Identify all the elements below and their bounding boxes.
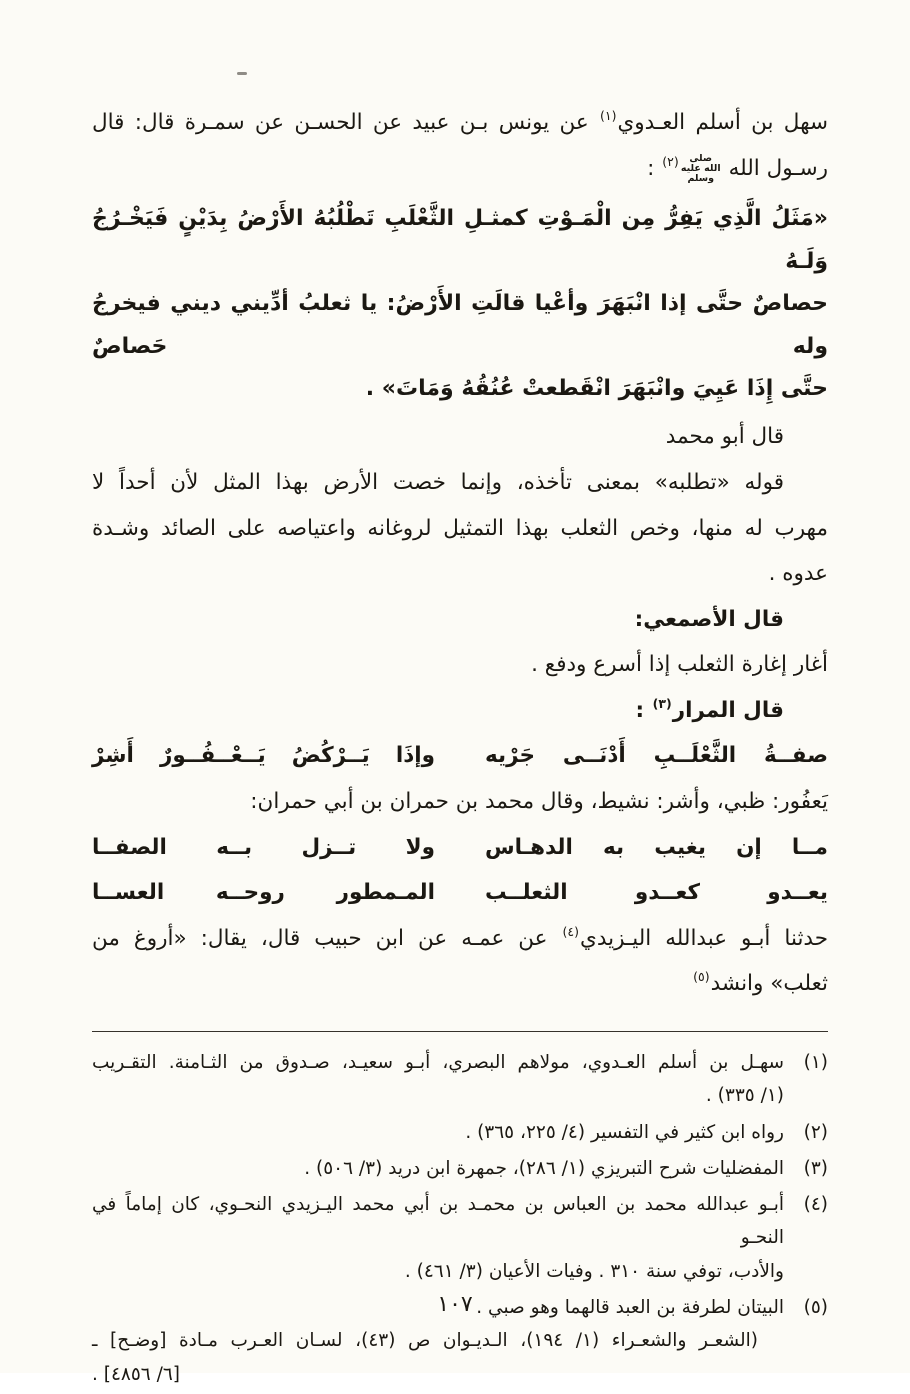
hadith-line-2: حصاصٌ حتَّى إذا انْبَهَرَ وأعْيا قالَتِ الأَرْضُ: يا ثعلبُ أدِّيني ديني فيخرجُ وله حَصاصٌ bbox=[92, 291, 828, 359]
qala-al-asmai: قال الأصمعي: bbox=[634, 606, 784, 632]
footnote-number: (٣) bbox=[803, 1157, 828, 1179]
hamran-verse-line-1 bbox=[92, 825, 828, 871]
footnote-ref-5: (٥) bbox=[693, 969, 710, 985]
hamran-verse-line-2 bbox=[92, 870, 828, 916]
closing-line-1 bbox=[92, 916, 828, 962]
scan-artifact bbox=[237, 72, 247, 75]
footnote-line: (الشعـر والشعـراء (١‏/‏ ١٩٤)، الـديـوان ص (٤٣)، لسـان العـرب مـادة [وضـح] ـ bbox=[92, 1330, 758, 1352]
footnotes-section bbox=[92, 1046, 828, 1391]
page-text-block bbox=[92, 100, 828, 1394]
qala-al-marrar-text: قال المرار bbox=[672, 697, 784, 723]
closing-text-end: ثعلب» وانشد bbox=[710, 971, 828, 997]
verse-hemistich-right: صفــةُ الثَّعْلَــبِ أَدْنَــى جَرْيه bbox=[485, 743, 828, 769]
verse-hemistich-left: ولا تــزل بــه الصفــا bbox=[92, 834, 435, 860]
footnote-4 bbox=[92, 1188, 828, 1288]
footnote-line: والأدب، توفي سنة ٣١٠ . وفيات الأعيان (٣‏/‏ ٤٦١) . bbox=[404, 1260, 784, 1282]
verse-hemistich-right: مــا إن يغيب به الدهـاس bbox=[485, 834, 828, 860]
sallallahu-alayhi-wasallam-symbol: صلى الله عليه وسلم bbox=[680, 152, 721, 184]
closing-text-rest: عن عمـه عن ابن حبيب قال، يقال: «أروغ من bbox=[92, 925, 562, 951]
footnote-ref-1: (١) bbox=[599, 108, 617, 123]
footnote-text bbox=[92, 1152, 784, 1185]
gloss-line: يَعفُور: ظبي، وأشر: نشيط، وقال محمد بن حمران بن أبي حمران: bbox=[250, 789, 828, 815]
closing-line-2 bbox=[92, 961, 828, 1007]
footnote-line: [٦‏/‏ ٤٨٥٦] . bbox=[92, 1363, 181, 1385]
asmai-statement: أغار إغارة الثعلب إذا أسرع ودفع . bbox=[531, 652, 828, 678]
hadith-line-3: حتَّى إِذَا عَيِيَ وانْبَهَرَ انْقَطعتْ عُنُقُهُ وَمَاتَ» . bbox=[365, 375, 828, 401]
footnote-ref-4: (٤) bbox=[562, 923, 579, 939]
commentary-line-2: مهرب له منها، وخص الثعلب بهذا التمثيل لروغانه واعتياصه على الصائد وشـدة bbox=[92, 515, 828, 541]
footnote-2 bbox=[92, 1116, 828, 1149]
closing-text: حدثنا أبـو عبدالله اليـزيدي bbox=[579, 925, 828, 951]
footnote-1 bbox=[92, 1046, 828, 1113]
verse-hemistich-left: وإذَا يَــرْكُضُ يَــعْــفُــورٌ أَشِرْ bbox=[92, 743, 435, 769]
footnote-line: أبـو عبدالله محمد بن العباس بن محمـد بن أبي محمد اليـزيدي النحـوي، كان إماماً في النحـو bbox=[92, 1194, 784, 1249]
isnad-paragraph bbox=[92, 100, 828, 191]
footnote-separator-rule bbox=[92, 1031, 828, 1032]
footnote-ref-2: (٢) bbox=[662, 153, 679, 169]
footnote-line: البيتان لطرفة بن العبد قالهما وهو صبي . bbox=[476, 1297, 784, 1319]
footnote-line: رواه ابن كثير في التفسير (٤‏/‏ ٢٢٥، ٣٦٥) . bbox=[465, 1121, 784, 1143]
marrar-verse bbox=[92, 733, 828, 779]
qala-al-marrar-colon: : bbox=[635, 697, 652, 723]
isnad-line-1 bbox=[92, 100, 828, 146]
footnote-ref-3: (٣) bbox=[652, 695, 672, 711]
page-number: ١٠٧ bbox=[437, 1292, 473, 1317]
footnote-text bbox=[92, 1116, 784, 1149]
footnote-line: سهـل بن أسلم العـدوي، مولاهم البصري، أبـو سعيـد، صـدوق من الثـامنة. التقـريب bbox=[92, 1051, 784, 1073]
hadith-line-1: «مَثَلُ الَّذِي يَفِرُّ مِن الْمَـوْتِ كمثـلِ الثَّعْلَبِ تَطْلُبُهُ الأَرْضُ بِدَيْنٍ فَيَخْـرُجُ وَلَـهُ bbox=[92, 206, 828, 274]
verse-hemistich-left: المـمطور روحــه العســا bbox=[92, 880, 435, 906]
isnad-line-2 bbox=[92, 146, 828, 192]
footnote-text bbox=[92, 1188, 784, 1288]
closing-paragraph bbox=[92, 916, 828, 1007]
footnote-line: (١‏/‏ ٣٣٥) . bbox=[705, 1085, 784, 1107]
footnote-3 bbox=[92, 1152, 828, 1185]
verse-hemistich-right: يعــدو كعــدو الثعلــب bbox=[485, 880, 828, 906]
rasul-allah-text: رسـول الله bbox=[721, 155, 828, 181]
footnote-number: (١) bbox=[803, 1051, 828, 1073]
colon-text: : bbox=[647, 155, 662, 181]
isnad-text-rest: عن يونس بـن عبيد عن الحسـن عن سمـرة قال: قال bbox=[92, 110, 599, 135]
commentary-paragraph bbox=[92, 460, 828, 597]
hadith-paragraph bbox=[92, 198, 828, 410]
footnote-number: (٢) bbox=[803, 1121, 828, 1143]
footnote-text bbox=[92, 1046, 784, 1113]
isnad-text: سهل بن أسلم العـدوي bbox=[617, 110, 828, 135]
footnote-line: المفضليات شرح التبريزي (١‏/‏ ٢٨٦)، جمهرة ابن دريد (٣‏/‏ ٥٠٦) . bbox=[304, 1157, 784, 1179]
qala-al-marrar bbox=[92, 688, 828, 734]
commentary-line-1: قوله «تطلبه» بمعنى تأخذه، وإنما خصت الأرض بهذا المثل لأن أحداً لا bbox=[92, 470, 784, 495]
footnote-number: (٤) bbox=[803, 1194, 828, 1216]
footnote-number: (٥) bbox=[803, 1297, 828, 1319]
qala-abu-muhammad: قال أبو محمد bbox=[665, 424, 784, 450]
commentary-line-3: عدوه . bbox=[768, 561, 828, 587]
